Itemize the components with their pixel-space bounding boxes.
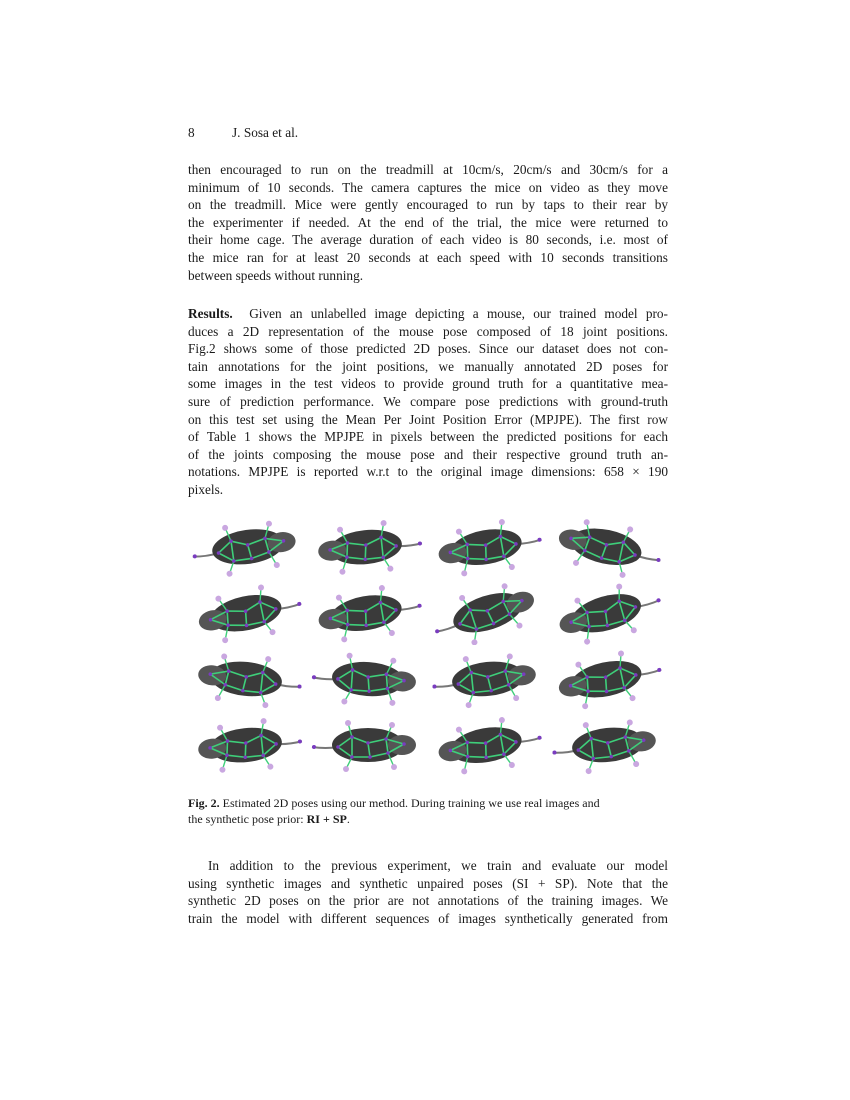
text-line: Fig.2 shows some of those predicted 2D poses. Since our dataset does not con- [188,341,668,357]
text-line: the mice ran for at least 20 seconds at each speed with 10 seconds transitions [188,249,668,265]
page-number: 8 [188,125,195,140]
pose-thumbnail [428,647,546,711]
text-line: train the model with different sequences of images synthetically generated from [188,910,668,926]
pose-thumbnail [308,515,426,579]
caption-bold: RI + SP [306,812,347,826]
text-line: their home cage. The average duration of each video is 80 seconds, i.e. most of [188,232,668,248]
text-line: some images in the test videos to provide ground truth for a quantitative mea- [188,376,668,392]
text-line: then encouraged to run on the treadmill at 10cm/s, 20cm/s and 30cm/s for a [188,162,668,177]
figure-label: Fig. 2. [188,796,220,810]
text-line: minimum of 10 seconds. The camera captures the mice on video as they move [188,179,668,195]
results-first-line: Given an unlabelled image depicting a mouse, our trained model pro- [249,306,668,321]
text-line: In addition to the previous experiment, we train and evaluate our model [208,858,668,873]
caption-text: Estimated 2D poses using our method. During training we use real images and [222,796,600,810]
pose-thumbnail [548,647,666,711]
pose-thumbnail [308,581,426,645]
text-line: on the treadmill. Mice were gently encouraged to run by taps to their rear by [188,197,668,213]
text-line: on this test set using the Mean Per Joint Position Error (MPJPE). The first row [188,411,668,427]
pose-thumbnail [188,713,306,777]
text-line: pixels. [188,481,224,497]
running-title: J. Sosa et al. [232,125,299,140]
pose-thumbnail [188,581,306,645]
pose-figure-grid [188,515,668,777]
figure-caption [188,795,668,827]
text-line: using synthetic images and synthetic unpaired poses (SI + SP). Note that the [188,875,668,891]
paragraph-3 [188,857,668,927]
pose-thumbnail [548,581,666,645]
text-line: of Table 1 shows the MPJPE in pixels between the predicted positions for each [188,429,668,445]
text-line: notations. MPJPE is reported w.r.t to the original image dimensions: 658 × 190 [188,464,668,480]
text-line: sure of prediction performance. We compare pose predictions with ground-truth [188,393,668,409]
text-line: duces a 2D representation of the mouse pose composed of 18 joint positions. [188,323,668,339]
text-line: synthetic 2D poses on the prior are not annotations of the training images. We [188,893,668,909]
text-line [188,305,668,323]
caption-text-2: the synthetic pose prior: [188,812,304,826]
pose-thumbnail [428,713,546,777]
pose-thumbnail [308,713,426,777]
results-paragraph [188,305,668,499]
text-line: tain annotations for the joint positions, we manually annotated 2D poses for [188,358,668,374]
pose-thumbnail [188,647,306,711]
pose-thumbnail [548,713,666,777]
pose-thumbnail [428,581,546,645]
results-heading: Results. [188,306,233,321]
pose-thumbnail [188,515,306,579]
text-line: the experimenter if needed. At the end of the trial, the mice were returned to [188,214,668,230]
pose-thumbnail [428,515,546,579]
pose-thumbnail [308,647,426,711]
text-line: between speeds without running. [188,267,364,283]
text-line: of the joints composing the mouse pose and their respective ground truth an- [188,446,668,462]
pose-thumbnail [548,515,666,579]
page-header [188,125,298,141]
caption-end: . [346,812,350,826]
paragraph-1 [188,161,668,284]
